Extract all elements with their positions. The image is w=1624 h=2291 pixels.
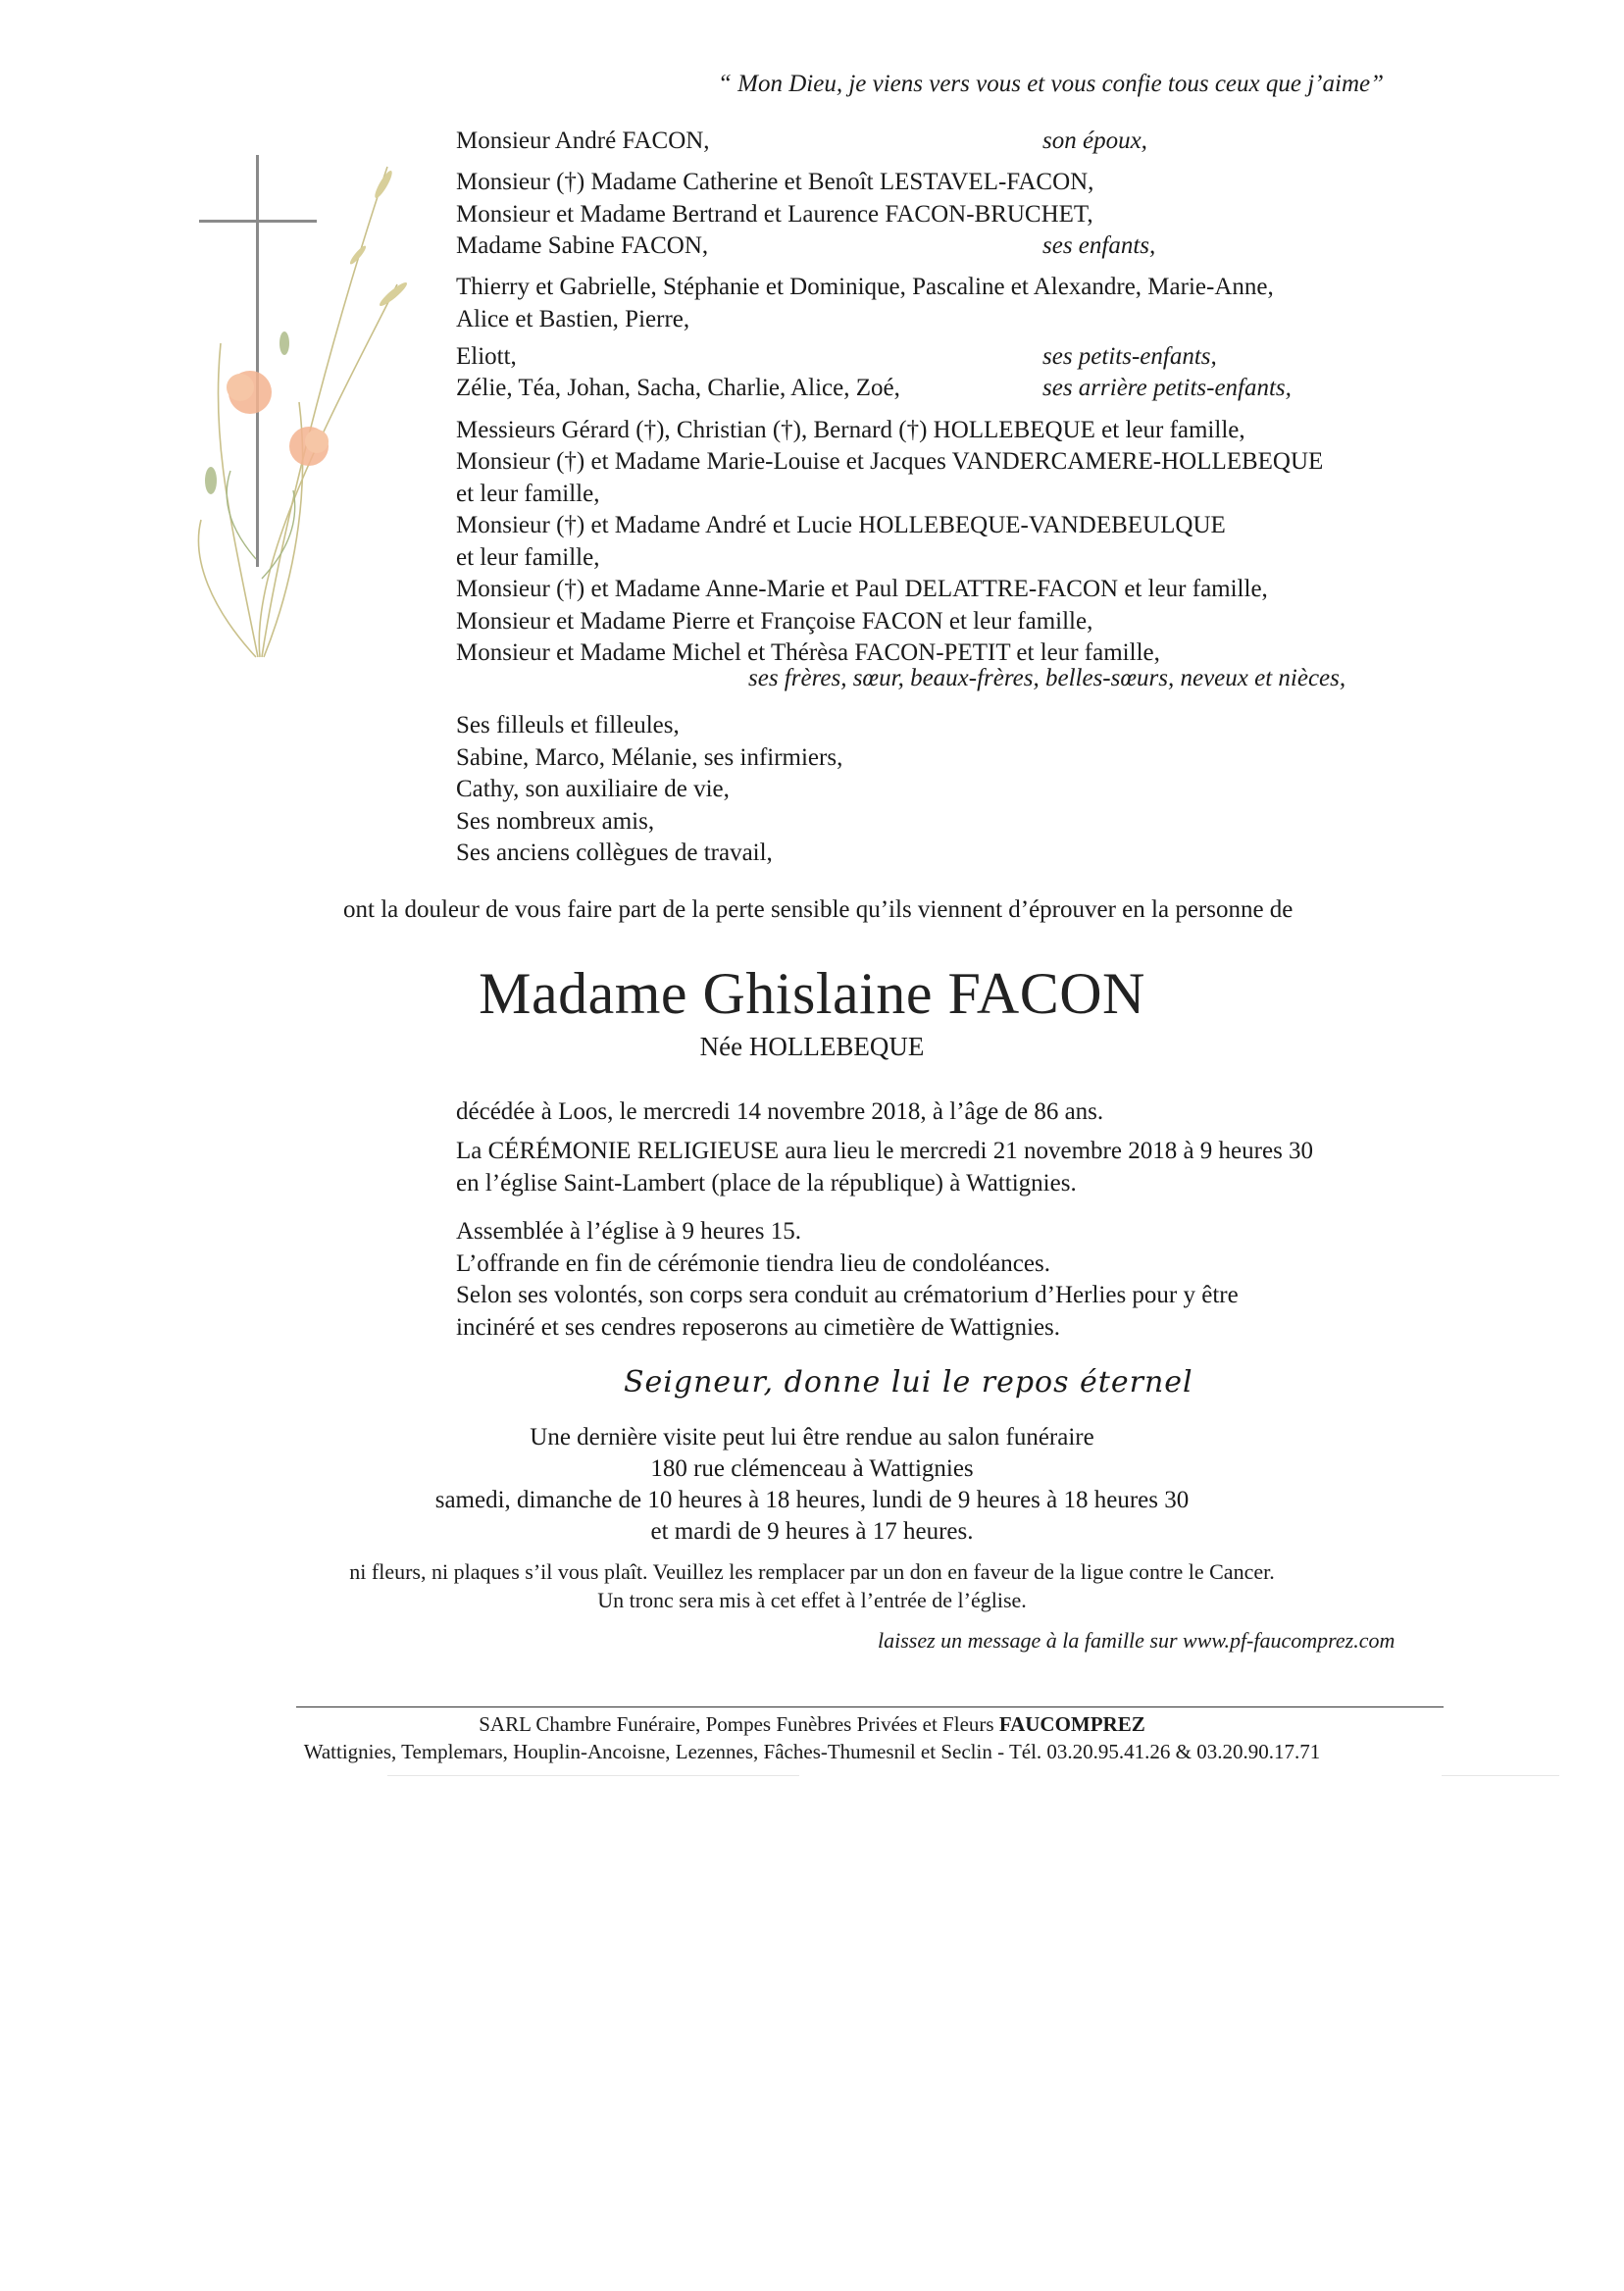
scan-artifact-line (387, 1775, 799, 1776)
list-item: Ses nombreux amis, (456, 807, 655, 835)
flowers-notice: ni fleurs, ni plaques s’il vous plaît. Veuillez les remplacer par un don en faveur de la ligue contre le Cancer. Un tronc sera mis à cet effet à l’entrée de l’église. (349, 1559, 1275, 1612)
list-item: Ses filleuls et filleules, (456, 712, 680, 738)
ceremony-details: Assemblée à l’église à 9 heures 15. L’offrande en fin de cérémonie tiendra lieu de condoléances. Selon ses volontés, son corps sera conduit au crématorium d’Herlies pour y être incinéré et ses cendres reposerons au cimetière de Wattignies. (456, 1218, 1239, 1341)
wheat-stems (198, 167, 397, 657)
opening-quote: “ Mon Dieu, je viens vers vous et vous confie tous ceux que j’aime” (718, 71, 1384, 97)
family-member: Thierry et Gabrielle, Stéphanie et Dominique, Pascaline et Alexandre, Marie-Anne, (456, 274, 1274, 300)
family-member: Alice et Bastien, Pierre, (456, 306, 690, 332)
siblings-note: ses frères, sœur, beaux-frères, belles-sœurs, neveux et nièces, (748, 665, 1346, 691)
family-member: Monsieur et Madame Bertrand et Laurence FACON-BRUCHET, (456, 201, 1093, 228)
list-item: Cathy, son auxiliaire de vie, (456, 776, 730, 802)
prayer-script: Seigneur, donne lui le repos éternel (624, 1365, 1193, 1400)
family-member: Monsieur et Madame Pierre et Françoise FACON et leur famille, (456, 608, 1093, 635)
family-member: Monsieur (†) Madame Catherine et Benoît LESTAVEL-FACON, (456, 169, 1094, 195)
family-member: Monsieur (†) et Madame Anne-Marie et Paul DELATTRE-FACON et leur famille, (456, 576, 1268, 602)
footer-contact: Wattignies, Templemars, Houplin-Ancoisne, Lezennes, Fâches-Thumesnil et Seclin - Tél. 03.20.95.41.26 & 03.20.90.17.71 (303, 1740, 1321, 1763)
death-info: décédée à Loos, le mercredi 14 novembre 2018, à l’âge de 86 ans. (456, 1098, 1104, 1125)
family-member: Monsieur André FACON, (456, 127, 710, 154)
family-member: et leur famille, (456, 544, 600, 571)
cross-icon (199, 155, 317, 567)
family-member: Eliott, (456, 343, 517, 370)
family-relation: ses arrière petits-enfants, (1042, 375, 1292, 401)
footer-company: SARL Chambre Funéraire, Pompes Funèbres Privées et Fleurs FAUCOMPREZ (479, 1712, 1145, 1736)
announcement: ont la douleur de vous faire part de la perte sensible qu’ils viennent d’éprouver en la personne de (343, 896, 1294, 923)
footer-brand: FAUCOMPREZ (998, 1712, 1145, 1736)
footer-divider (296, 1706, 1444, 1707)
visit-info: Une dernière visite peut lui être rendue au salon funéraire 180 rue clémenceau à Wattignies samedi, dimanche de 10 heures à 18 heures, lundi de 9 heures à 18 heures 30 et mardi de 9 heures à 17 heures. (434, 1424, 1190, 1545)
list-item: Ses anciens collègues de travail, (456, 840, 773, 866)
list-item: Sabine, Marco, Mélanie, ses infirmiers, (456, 743, 843, 771)
deceased-name: Madame Ghislaine FACON (479, 961, 1145, 1026)
family-member: et leur famille, (456, 481, 600, 507)
others-list (456, 710, 842, 870)
family-member: Messieurs Gérard (†), Christian (†), Bernard (†) HOLLEBEQUE et leur famille, (456, 417, 1245, 443)
family-member: Monsieur (†) et Madame Marie-Louise et Jacques VANDERCAMERE-HOLLEBEQUE (456, 448, 1324, 475)
wheat-ears (348, 169, 409, 308)
family-member: Zélie, Téa, Johan, Sacha, Charlie, Alice, Zoé, (456, 375, 900, 401)
maiden-name: Née HOLLEBEQUE (699, 1032, 925, 1061)
footer (0, 1710, 1624, 1765)
family-member: Monsieur (†) et Madame André et Lucie HOLLEBEQUE-VANDEBEULQUE (456, 512, 1226, 538)
family-member: Monsieur et Madame Michel et Thérèsa FACON-PETIT et leur famille, (456, 639, 1160, 666)
cross-poppy-illustration (191, 147, 417, 696)
web-message: laissez un message à la famille sur www.pf-faucomprez.com (878, 1628, 1396, 1653)
ceremony-info: La CÉRÉMONIE RELIGIEUSE aura lieu le mercredi 21 novembre 2018 à 9 heures 30 en l’église Saint-Lambert (place de la république) à Wattignies. (456, 1138, 1314, 1196)
scan-artifact-line (1442, 1775, 1559, 1776)
family-relation: ses petits-enfants, (1042, 343, 1217, 370)
family-relation: son époux, (1042, 127, 1147, 154)
family-member: Madame Sabine FACON, (456, 232, 709, 259)
family-relation: ses enfants, (1042, 232, 1156, 259)
